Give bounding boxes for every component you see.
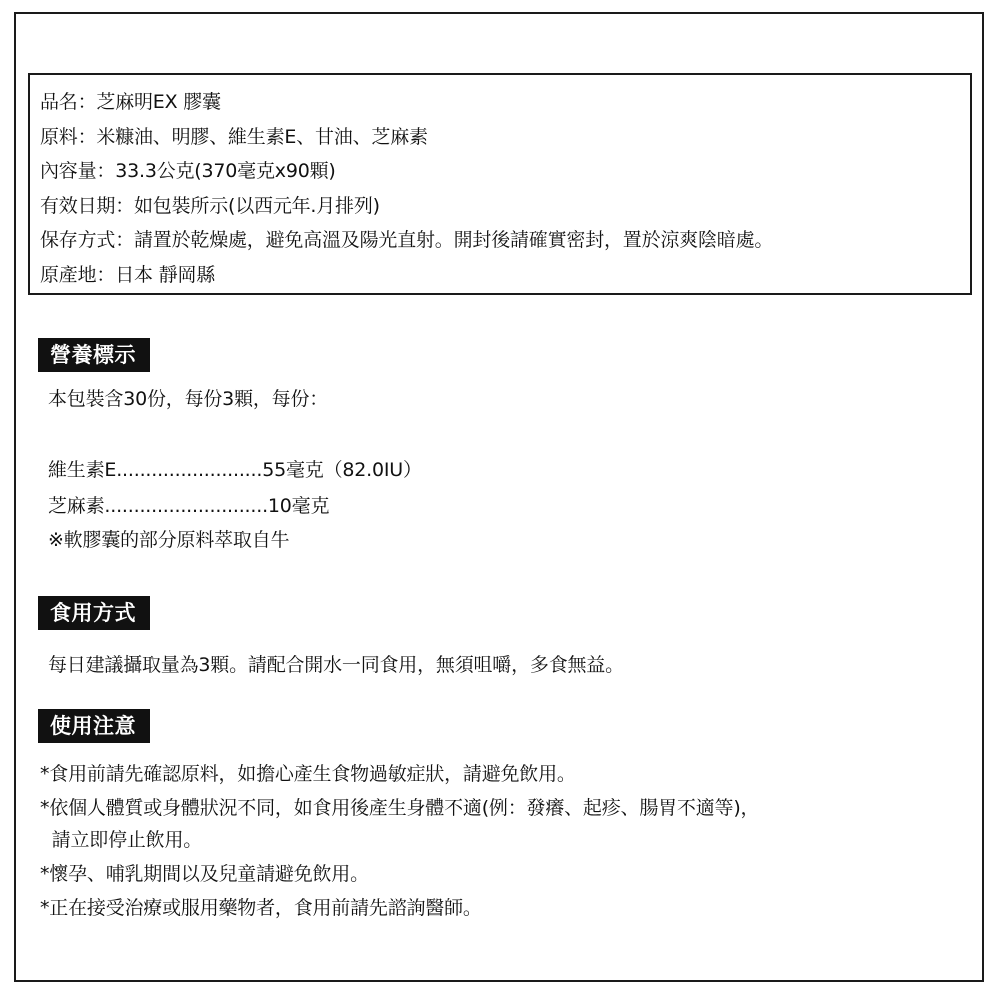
cautions-heading: 使用注意	[38, 709, 150, 743]
caution-line: *食用前請先確認原料，如擔心產生食物過敏症狀，請避免飲用。	[40, 763, 576, 785]
nutrition-intro: 本包裝含30份，每份3顆，每份：	[48, 388, 329, 410]
nutrition-item-sesamin: 芝麻素............................10毫克	[48, 495, 330, 517]
origin-line: 原產地：日本 靜岡縣	[40, 263, 216, 286]
caution-line: *懷孕、哺乳期間以及兒童請避免飲用。	[40, 863, 369, 885]
product-name-line: 品名：芝麻明EX 膠囊	[40, 91, 221, 113]
caution-line: *依個人體質或身體狀況不同，如食用後產生身體不適(例：發癢、起疹、腸胃不適等)，	[40, 797, 760, 819]
usage-text: 每日建議攝取量為3顆。請配合開水一同食用，無須咀嚼，多食無益。	[48, 654, 624, 676]
nutrition-item-vitamin-e: 維生素E.........................55毫克（82.0IU）	[48, 459, 422, 481]
ingredients-line: 原料：米糠油、明膠、維生素E、甘油、芝麻素	[40, 125, 428, 148]
expiry-line: 有效日期：如包裝所示(以西元年.月排列)	[40, 194, 380, 217]
product-info-box	[28, 73, 972, 295]
nutrition-note: ※軟膠囊的部分原料萃取自牛	[48, 529, 290, 551]
content-amount-line: 內容量：33.3公克(370毫克x90顆)	[40, 160, 336, 182]
usage-heading: 食用方式	[38, 596, 150, 630]
caution-line: 請立即停止飲用。	[40, 829, 203, 851]
nutrition-heading: 營養標示	[38, 338, 150, 372]
caution-line: *正在接受治療或服用藥物者，食用前請先諮詢醫師。	[40, 897, 482, 919]
storage-line: 保存方式：請置於乾燥處，避免高溫及陽光直射。開封後請確實密封，置於涼爽陰暗處。	[40, 229, 774, 251]
